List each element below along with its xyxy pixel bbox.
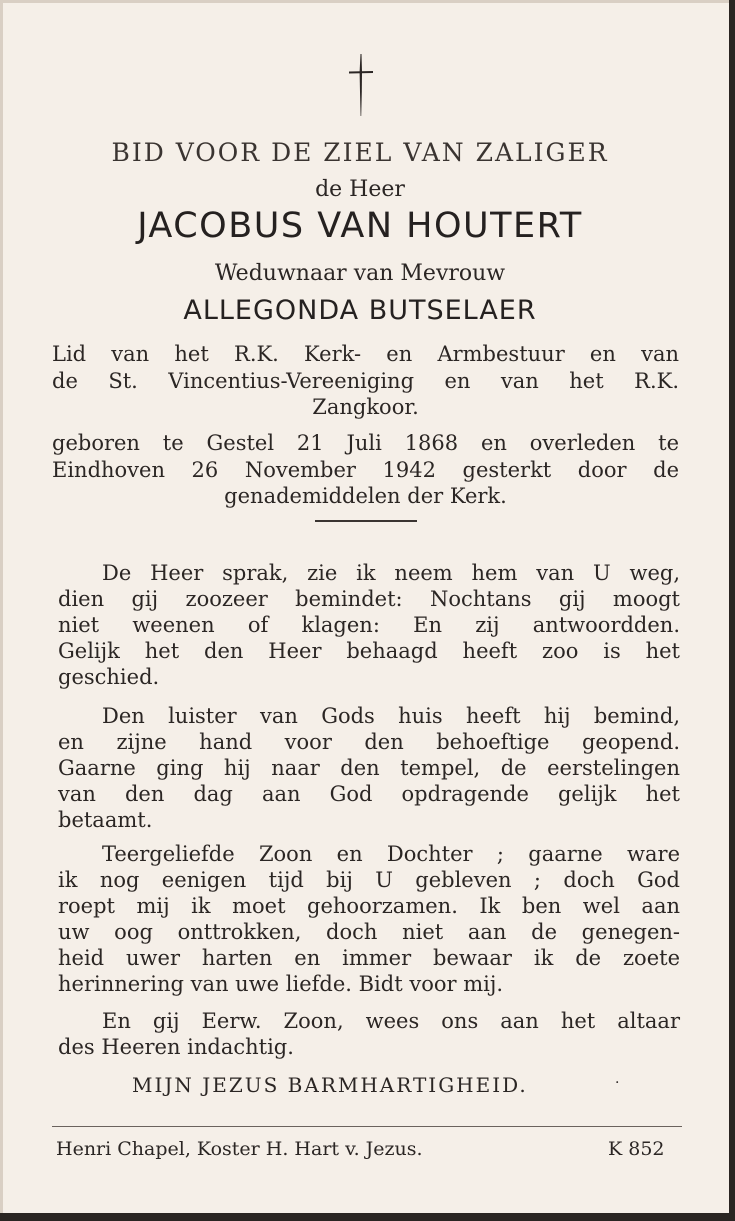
card-edge-bottom [0,1213,735,1221]
verse-line: herinnering van uwe liefde. Bidt voor mij. [58,972,504,996]
widower-line: Weduwnaar van Mevrouw [214,261,506,286]
decorative-dot: · [615,1075,620,1091]
verse-line: Gelijk het den Heer behaagd heeft zoo is het [58,639,680,663]
title-line: de Heer [315,177,405,202]
verse-line: en zijne hand voor den behoeftige geopend. [58,730,680,754]
verse-line: heid uwer harten en immer bewaar ik de zoete [58,946,680,970]
verse-line: betaamt. [58,808,153,832]
card-edge-right [729,0,735,1221]
membership-line: de St. Vincentius-Vereeniging en van het R.K. [52,368,679,393]
verse-line: Den luister van Gods huis heeft hij bemind, [102,704,680,728]
verse-line: uw oog onttrokken, doch niet aan de genegen- [58,920,680,944]
prayer-heading: BID VOOR DE ZIEL VAN ZALIGER [111,138,609,167]
life-line: Eindhoven 26 November 1942 gesterkt door de [52,457,679,482]
life-dates-text [52,430,679,510]
card-edge-left [0,0,3,1221]
closing-prayer: MIJN JEZUS BARMHARTIGHEID. [132,1073,528,1097]
card-edge-top [0,0,735,3]
verse-line: des Heeren indachtig. [58,1035,294,1059]
life-line: geboren te Gestel 21 Juli 1868 en overleden te [52,431,679,455]
verse-line: En gij Eerw. Zoon, wees ons aan het altaar [102,1009,680,1033]
life-line: genademiddelen der Kerk. [224,484,507,508]
cross-icon [346,52,376,118]
footer-rule [52,1126,682,1127]
verse-line: geschied. [58,665,160,689]
verse-paragraph [58,841,680,997]
verse-line: ik nog eenigen tijd bij U gebleven ; doch God [58,868,680,892]
divider [315,520,417,522]
verse-line: van den dag aan God opdragende gelijk het [58,782,680,806]
card-code: K 852 [608,1138,665,1160]
verse-line: Teergeliefde Zoon en Dochter ; gaarne ware [102,842,680,866]
verse-line: niet weenen of klagen: En zij antwoordden. [58,613,680,637]
membership-line: Zangkoor. [312,395,419,419]
verse-paragraph [58,1008,680,1060]
verse-paragraph [58,560,680,690]
verse-line: Gaarne ging hij naar den tempel, de eerstelingen [58,756,680,780]
deceased-name: JACOBUS VAN HOUTERT [137,206,583,246]
printer-credit: Henri Chapel, Koster H. Hart v. Jezus. [56,1138,423,1160]
verse-line: De Heer sprak, zie ik neem hem van U weg, [102,561,680,585]
membership-line: Lid van het R.K. Kerk- en Armbestuur en van [52,342,679,366]
membership-text [52,341,679,421]
verse-paragraph [58,703,680,833]
spouse-name: ALLEGONDA BUTSELAER [183,295,537,326]
verse-line: roept mij ik moet gehoorzamen. Ik ben wel aan [58,894,680,918]
verse-line: dien gij zoozeer bemindet: Nochtans gij moogt [58,587,680,611]
